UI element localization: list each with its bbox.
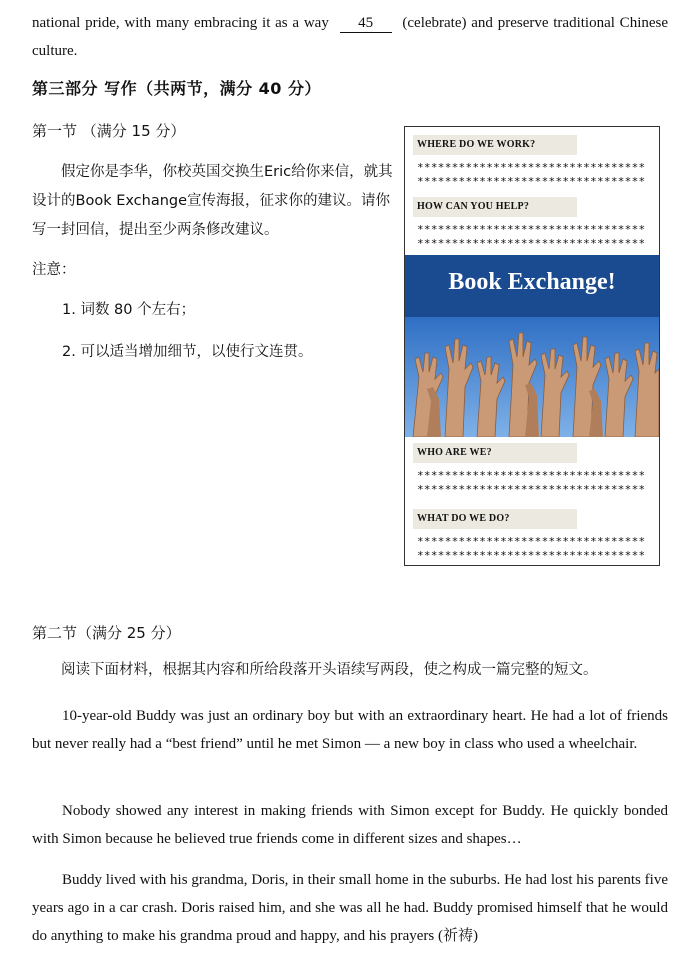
poster-stars: ********************************* <box>417 225 645 235</box>
poster-stars: ********************************* <box>417 537 645 547</box>
intro-after: (celebrate) and preserve traditional Chinese culture. <box>32 15 669 59</box>
intro-paragraph <box>32 9 668 65</box>
part3-heading: 第三部分 写作（共两节，满分 40 分） <box>32 79 321 98</box>
section1-title: 第一节 （满分 15 分） <box>32 122 186 140</box>
poster-stars: ********************************* <box>417 163 645 173</box>
raised-hands-photo <box>405 317 659 437</box>
poster-heading-what: WHAT DO WE DO? <box>413 509 577 529</box>
section2-title: 第二节（满分 25 分） <box>32 624 181 642</box>
story-paragraph-3: Buddy lived with his grandma, Doris, in their small home in the suburbs. He had lost his parents five years ago in a car crash. Doris raised him, and she was all he had. Buddy promised himself that he would do anything to make his grandma proud and happy, and his prayers (祈祷) <box>32 872 668 944</box>
section2-task: 阅读下面材料，根据其内容和所给段落开头语续写两段，使之构成一篇完整的短文。 <box>61 662 598 678</box>
poster-stars: ********************************* <box>417 471 645 481</box>
raised-hands-icon <box>405 317 659 437</box>
note-label: 注意： <box>32 262 76 278</box>
poster-stars: ********************************* <box>417 177 645 187</box>
blank-45: 45 <box>340 14 392 33</box>
poster-stars: ********************************* <box>417 551 645 561</box>
poster-banner-title: Book Exchange! <box>448 269 616 295</box>
story-paragraph-2: Nobody showed any interest in making friends with Simon except for Buddy. He quickly bonded with Simon because he believed true friends come in different sizes and shapes… <box>32 803 668 847</box>
intro-before: national pride, with many embracing it as a way <box>32 15 329 31</box>
poster-stars: ********************************* <box>417 239 645 249</box>
poster-stars: ********************************* <box>417 485 645 495</box>
poster-heading-how: HOW CAN YOU HELP? <box>413 197 577 217</box>
poster-heading-where: WHERE DO WE WORK? <box>413 135 577 155</box>
poster-heading-who: WHO ARE WE? <box>413 443 577 463</box>
note-item-2: 2. 可以适当增加细节，以使行文连贯。 <box>62 344 313 360</box>
book-exchange-poster <box>404 126 660 566</box>
poster-banner <box>405 255 659 317</box>
note-item-1: 1. 词数 80 个左右； <box>62 302 196 318</box>
story-paragraph-1: 10-year-old Buddy was just an ordinary boy but with an extraordinary heart. He had a lot of friends but never really had a “best friend” until he met Simon — a new boy in class who used a wheelchair. <box>32 708 668 752</box>
section1-task: 假定你是李华，你校英国交换生Eric给你来信，就其设计的Book Exchange宣传海报，征求你的建议。请你写一封回信，提出至少两条修改建议。 <box>32 164 393 238</box>
